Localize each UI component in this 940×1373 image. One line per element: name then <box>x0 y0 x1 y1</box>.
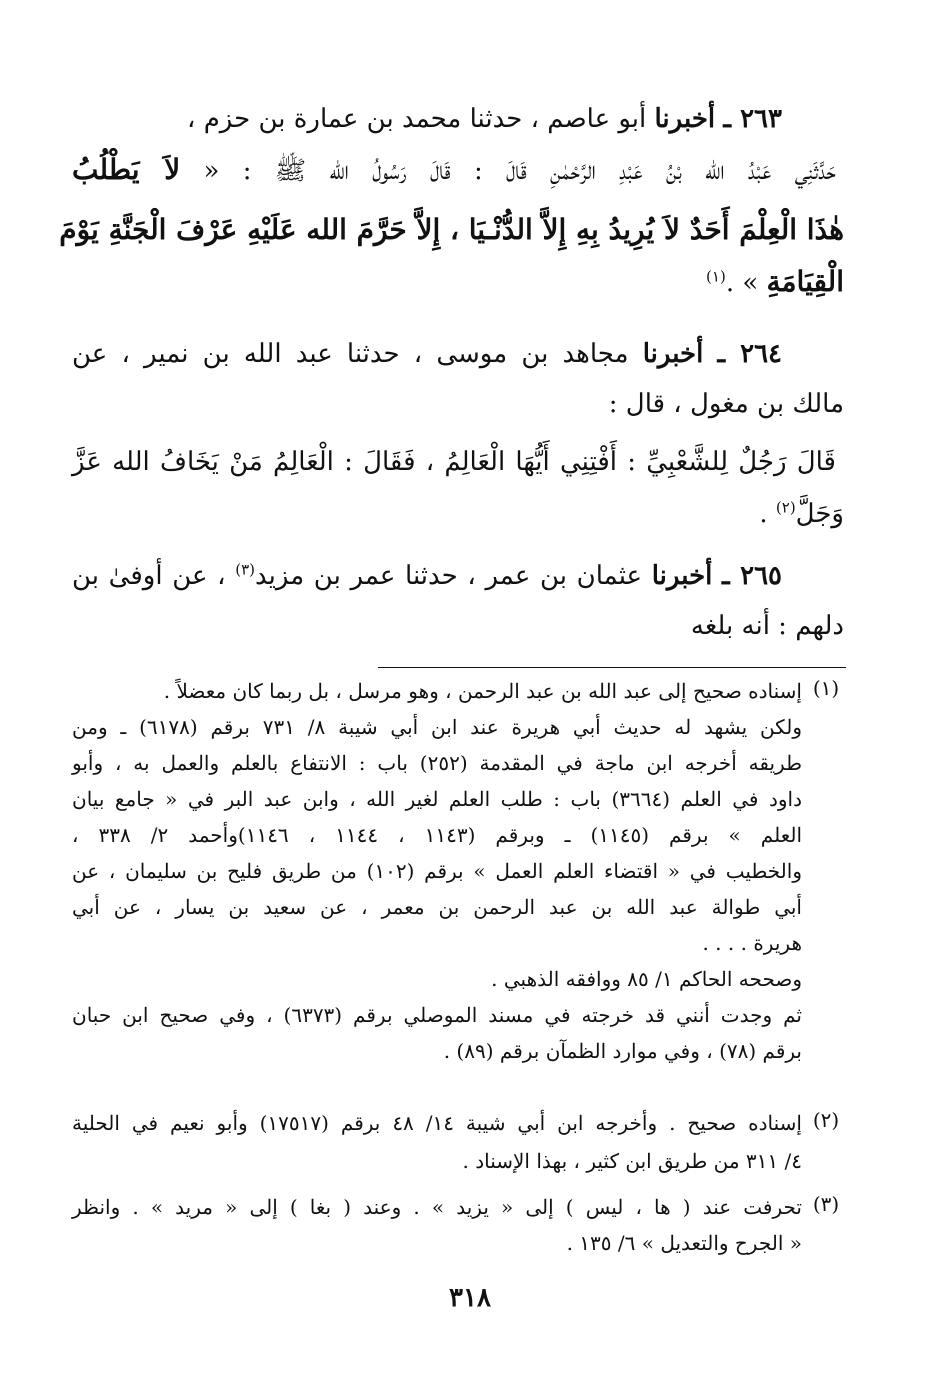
footnote-line: برقم (٧٨) ، وفي موارد الظمآن برقم (٨٩) . <box>443 1039 802 1063</box>
footnote-ref: (١) <box>706 267 726 286</box>
footnote-ref: (٣) <box>235 560 255 579</box>
footnote-line: إسناده صحيح . وأخرجه ابن أبي شيبة ١٤/ ٤٨ برقم (١٧٥١٧) وأبو نعيم في الحلية <box>72 1111 802 1135</box>
entry-263-text-line-3: الْقِيَامَةِ » .$^{(١)}$ <box>706 265 844 298</box>
footnote-line: وصححه الحاكم ١/ ٨٥ ووافقه الذهبي . <box>491 967 802 991</box>
entry-265-isnad-line-1: ٢٦٥ ـ أخبرنا عثمان بن عمر ، حدثنا عمر بن مزيد$^{(٣)}$ ، عن أوفىٰ بن <box>72 556 844 596</box>
footnote-line: العلم » برقم (١١٤٥) ـ وبرقم (١١٤٣ ، ١١٤٤ ، ١١٤٦)وأحمد ٢/ ٣٣٨ ، <box>72 823 803 847</box>
footnote-line: إسناده صحيح إلى عبد الله بن عبد الرحمن ، وهو مرسل ، بل ربما كان معضلاً . <box>163 679 802 703</box>
entry-264-isnad-line-1: ٢٦٤ ـ أخبرنا مجاهد بن موسى ، حدثنا عبد الله بن نمير ، عن <box>72 334 844 374</box>
entry-263-isnad-line: ٢٦٣ ـ أخبرنا أبو عاصم ، حدثنا محمد بن عمارة بن حزم ، <box>187 104 782 134</box>
entry-number: ٢٦٥ ـ <box>722 561 783 591</box>
footnote-line: ثم وجدت أنني قد خرجته في مسند الموصلي برقم (٦٣٧٣) ، وفي صحيح ابن حبان <box>72 1003 802 1027</box>
entry-264-text-line-2: وَجَلَّ$^{(٢)}$ . <box>759 498 844 529</box>
entry-number: ٢٦٤ ـ <box>717 339 783 369</box>
entry-number: ٢٦٣ ـ <box>723 104 782 134</box>
footnote-marker: (١) <box>812 676 840 700</box>
entry-264-text-line-1: قَالَ رَجُلٌ لِلشَّعْبِيِّ : أَفْتِنِي أَيُّهَا الْعَالِمُ ، فَقَالَ : الْعَالِمُ مَنْ يَخَافُ الله عَزَّ <box>72 447 836 477</box>
footnote-line: ولكن يشهد له حديث أبي هريرة عند ابن أبي شيبة ٨/ ٧٣١ برقم (٦١٧٨) ـ ومن <box>72 715 802 739</box>
footnote-marker: (٢) <box>812 1108 840 1132</box>
footnote-separator <box>378 667 846 668</box>
entry-264-isnad-line-2: مالك بن مغول ، قال : <box>608 389 844 419</box>
footnote-line: ٤/ ٣١١ من طريق ابن كثير ، بهذا الإسناد . <box>462 1149 802 1173</box>
footnote-line: أبي طوالة عبد الله بن عبد الرحمن بن معمر ، عن سعيد بن يسار ، عن أبي <box>72 895 802 919</box>
footnote-marker: (٣) <box>812 1192 840 1216</box>
footnote-line: هريرة . . . . <box>702 931 802 955</box>
entry-263-text-line-2: هٰذَا الْعِلْمَ أَحَدٌ لاَ يُرِيدُ بِهِ إِلاَّ الدُّنْـيَا ، إِلاَّ حَرَّمَ الله عَلَيْهِ عَرْفَ الْجَنَّةِ يَوْمَ <box>59 213 844 246</box>
footnote-ref: (٢) <box>775 498 796 517</box>
footnote-line: تحرفت عند ( ها ، ليس ) إلى « يزيد » . وعند ( بغا ) إلى « مريد » . وانظر <box>72 1195 802 1219</box>
page-number: ٣١٨ <box>449 1283 491 1313</box>
footnote-line: « الجرح والتعديل » ٦/ ١٣٥ . <box>566 1231 802 1255</box>
footnote-line: داود في العلم (٣٦٦٤) باب : طلب العلم لغير الله ، وابن عبد البر في « جامع بيان <box>72 787 802 811</box>
footnote-line: والخطيب في « اقتضاء العلم العمل » برقم (١٠٢) من طريق فليح بن سليمان ، عن <box>72 859 802 883</box>
entry-265-isnad-line-2: دلهم : أنه بلغه <box>690 611 844 641</box>
entry-263-text-line-1: حَدَّثَنِي عَبْدُ الله بْنُ عَبْدِ الرَّحْمٰنِ قَالَ : قَالَ رَسُولُ الله ﷺ : « لاَ يَطْلُبُ <box>72 153 836 186</box>
footnote-line: طريقه أخرجه ابن ماجة في المقدمة (٢٥٢) باب : الانتفاع بالعلم والعمل به ، وأبو <box>72 751 802 775</box>
